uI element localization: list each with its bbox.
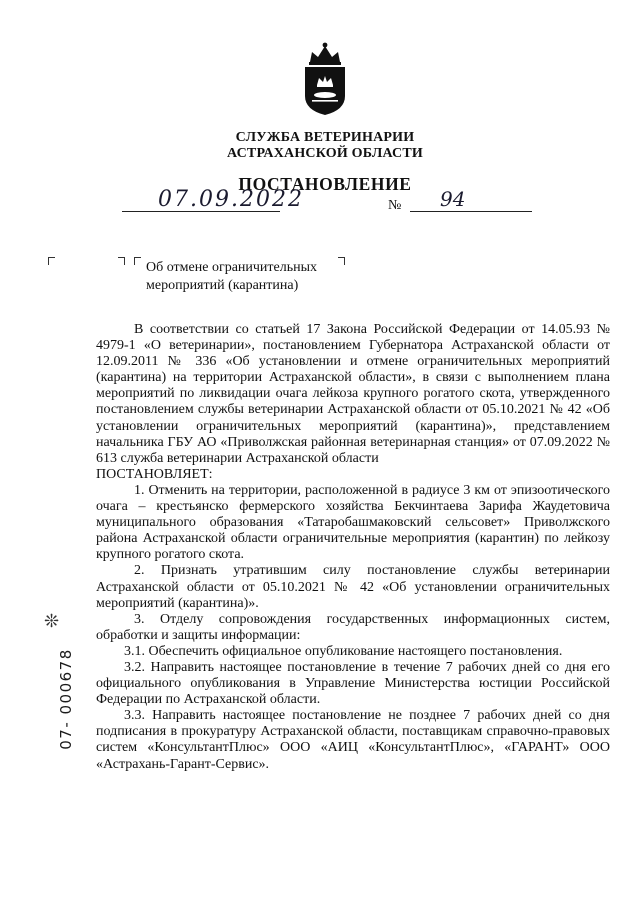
subject-line2: мероприятий (карантина) — [146, 278, 299, 293]
document-date: 07.09.2022 — [158, 187, 304, 212]
document-number: 94 — [440, 187, 466, 211]
number-label: № — [388, 198, 402, 213]
document-body — [96, 322, 610, 773]
org-name-line1: СЛУЖБА ВЕТЕРИНАРИИ — [235, 130, 415, 145]
item-3-1-paragraph: 3.1. Обеспечить официальное опубликование настоящего постановления. — [124, 643, 563, 659]
org-name-line2: АСТРАХАНСКОЙ ОБЛАСТИ — [226, 146, 423, 161]
preamble-paragraph: В соответствии со статьей 17 Закона Российской Федерации от 14.05.93 № 4979-1 «О ветеринарии», постановлением Губернатора Астраханской области от 12.09.2011 № 336 «Об установлении и отмене ограничительных мероприятий (карантина) на территории Астраханской области», в связи с выполнением плана мероприятий по ликвидации очага лейкоза крупного рогатого скота, утвержденного постановлением службы ветеринарии Астраханской области от 05.10.2021 № 42 «Об установлении ограничительных мероприятий (карантина)», представлением начальника ГБУ АО «Приволжская районная ветеринарная станция» от 07.09.2022 № 613 служба ветеринарии Астраханской области — [96, 322, 610, 466]
corner-mark-left — [48, 257, 55, 265]
document-type-title: ПОСТАНОВЛЕНИЕ — [238, 174, 412, 194]
item-3-paragraph: 3. Отделу сопровождения государственных информационных систем, обработки и защиты информации: — [96, 611, 610, 643]
subject-block — [146, 259, 317, 295]
number-underline — [410, 211, 532, 212]
corner-mark-mid-left — [134, 257, 141, 265]
serial-number-text: 07- 000678 — [57, 648, 75, 750]
corner-mark-mid-right — [118, 257, 125, 265]
margin-asterisk-mark: ❊ — [44, 611, 60, 631]
corner-mark-right — [338, 257, 345, 265]
coat-of-arms-emblem — [300, 40, 350, 116]
item-3-3-paragraph: 3.3. Направить настоящее постановление не позднее 7 рабочих дней со дня подписания в прокуратуру Астраханской области, поставщикам справочно-правовых систем «КонсультантПлюс» ООО «АИЦ «КонсультантПлюс», «ГАРАНТ» ООО «Астрахань-Гарант-Сервис». — [96, 708, 610, 772]
item-1-paragraph: 1. Отменить на территории, расположенной в радиусе 3 км от эпизоотического очага – крестьянско фермерского хозяйства Бекчинтаева Зарифа Жаудетовича муниципального образования «Татаробашмаковский сельсовет» Приволжского района Астраханской области ограничительные мероприятия (карантин) по лейкозу крупного рогатого скота. — [96, 482, 610, 563]
astrakhan-coat-of-arms-icon — [300, 40, 350, 116]
item-3-2-paragraph: 3.2. Направить настоящее постановление в течение 7 рабочих дней со дня его официального опубликования в Управление Министерства юстиции Российской Федерации по Астраханской области. — [96, 659, 610, 708]
subject-line1: Об отмене ограничительных — [146, 260, 318, 275]
decree-word: ПОСТАНОВЛЯЕТ: — [96, 466, 213, 482]
item-2-paragraph: 2. Признать утратившим силу постановление службы ветеринарии Астраханской области от 05.10.2021 № 42 «Об установлении ограничительных мероприятий (карантина)». — [96, 563, 610, 611]
